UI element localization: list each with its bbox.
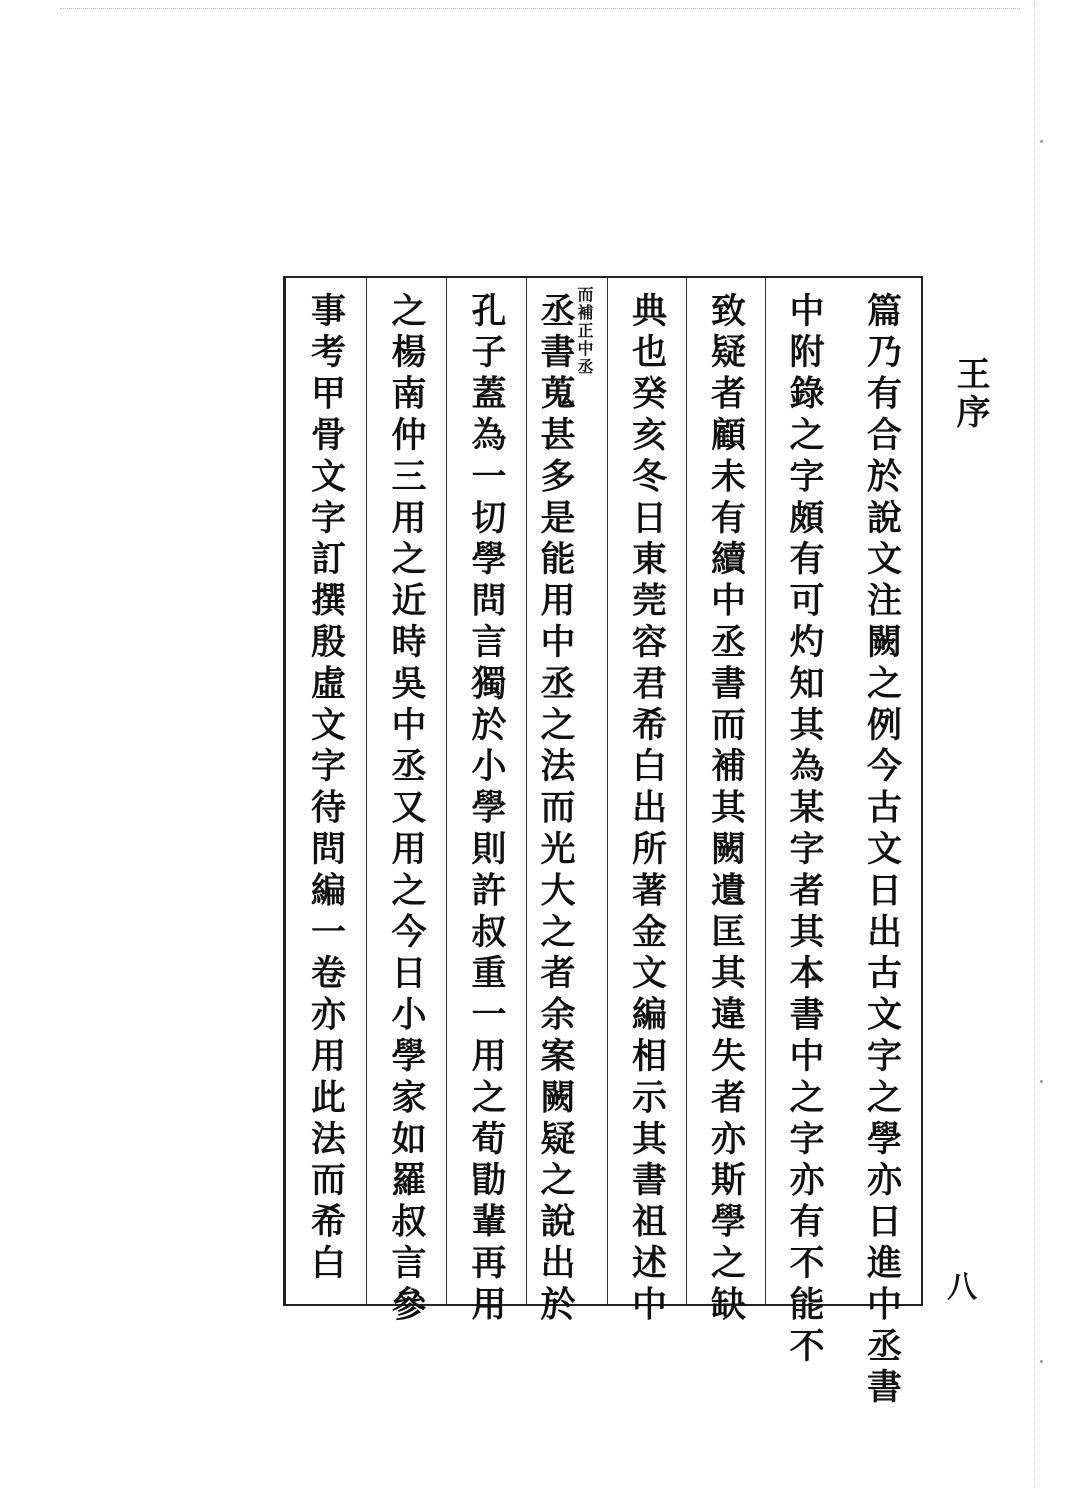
scan-speck bbox=[1040, 140, 1043, 143]
scan-edge-top bbox=[60, 8, 1020, 9]
text-column-7 bbox=[366, 278, 446, 1327]
column-text: 典也癸亥冬日東莞容君希白出所著金文編相示其書祖述中 bbox=[626, 292, 668, 1327]
text-block bbox=[283, 276, 923, 1410]
column-text: 致疑者顧未有續中丞書而補其闕遺匡其違失者亦斯學之缺 bbox=[705, 292, 747, 1327]
column-text: 事考甲骨文字訂撰殷虛文字待問編一卷亦用此法而希白 bbox=[305, 292, 347, 1286]
page-number: 八 bbox=[947, 1270, 977, 1305]
text-column-1 bbox=[843, 278, 921, 1410]
running-header-title: 王序 bbox=[950, 356, 990, 432]
column-text: 丞書蒐甚多是能用中丞之法而光大之者余案闕疑之說出於 bbox=[535, 292, 576, 1327]
text-column-3 bbox=[686, 278, 765, 1327]
column-text: 篇乃有合於說文注闕之例今古文日出古文字之學亦日進中丞書 bbox=[861, 292, 903, 1410]
column-text: 中附錄之字頗有可灼知其為某字者其本書中之字亦有不能不 bbox=[784, 292, 825, 1369]
text-column-6 bbox=[446, 278, 526, 1327]
scan-edge-right bbox=[1034, 0, 1035, 1488]
scan-speck bbox=[1040, 1360, 1043, 1363]
text-column-2 bbox=[765, 278, 843, 1369]
scan-speck bbox=[1040, 1080, 1043, 1083]
column-text: 孔子蓋為一切學問言獨於小學則許叔重一用之荀勖輩再用 bbox=[466, 292, 507, 1327]
text-column-8 bbox=[286, 278, 366, 1304]
text-column-5 bbox=[526, 278, 607, 1327]
text-column-4 bbox=[607, 278, 686, 1327]
column-text: 之楊南仲三用之近時吳中丞又用之今日小學家如羅叔言參 bbox=[386, 292, 427, 1327]
interlinear-note: 而補正中丞 bbox=[575, 286, 594, 376]
